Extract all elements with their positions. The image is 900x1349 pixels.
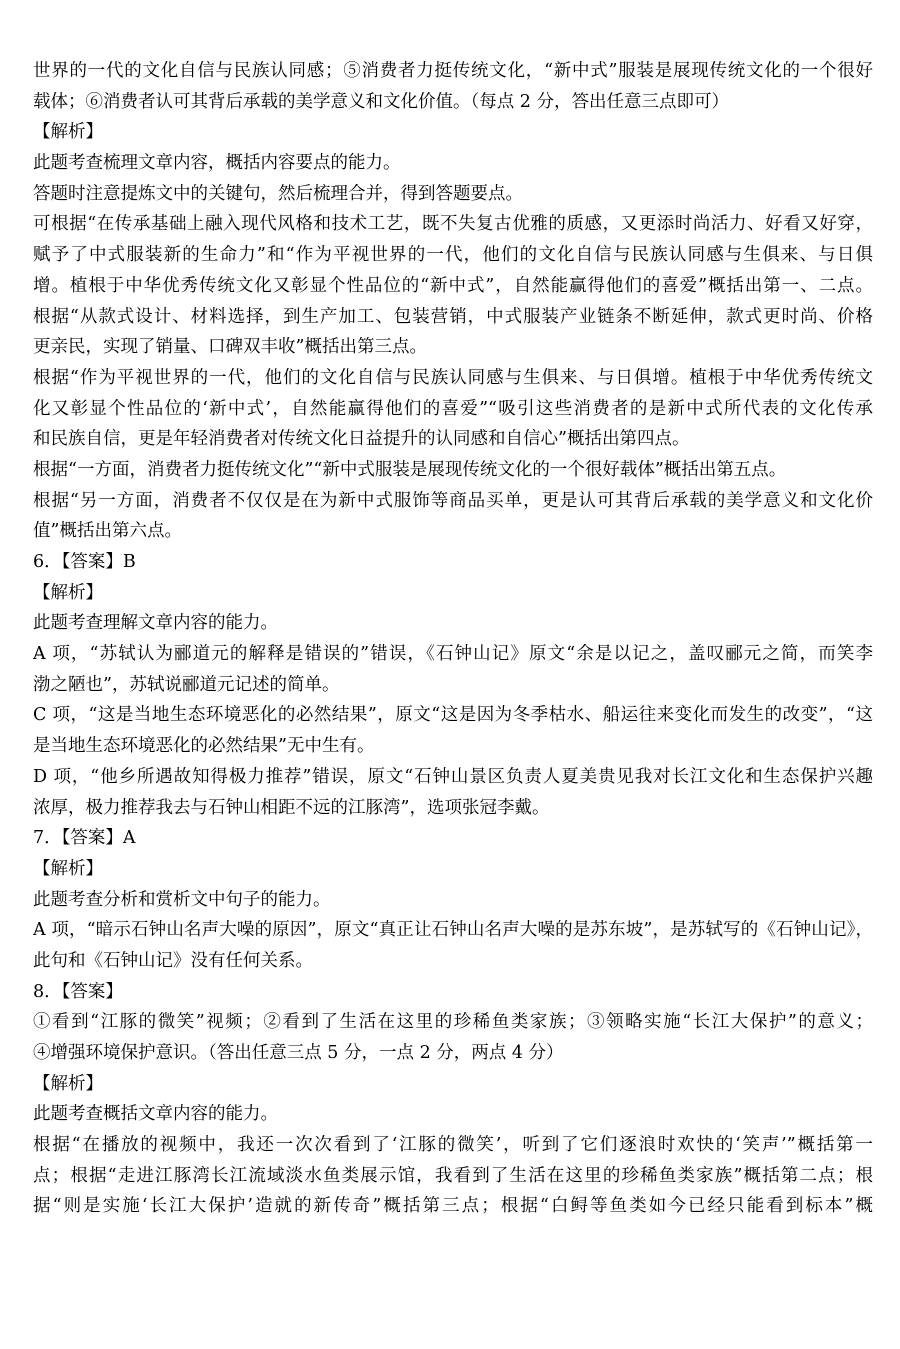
text-line: 【解析】 (33, 858, 103, 879)
text-line: 此题考查分析和赏析文中句子的能力。 (33, 889, 331, 910)
answer-explanation-page (33, 56, 873, 1222)
text-line: C 项，“这是当地生态环境恶化的必然结果”，原文“这是因为冬季枯水、船运往来变化而发生的改变”，“这 (33, 705, 873, 726)
text-line: 值”概括出第六点。 (33, 521, 182, 542)
text-line: 载体；⑥消费者认可其背后承载的美学意义和文化价值。（每点 2 分，答出任意三点即可） (33, 91, 730, 112)
text-line: ①看到“江豚的微笑”视频；②看到了生活在这里的珍稀鱼类家族；③领略实施“长江大保护”的意义； (33, 1012, 873, 1033)
text-line: 增。植根于中华优秀传统文化又彰显个性品位的“新中式”，自然能赢得他们的喜爱”概括出第一、二点。 (33, 275, 873, 296)
text-line: 和民族自信，更是年轻消费者对传统文化日益提升的认同感和自信心”概括出第四点。 (33, 429, 690, 450)
text-line: A 项，“苏轼认为郦道元的解释是错误的”错误，《石钟山记》原文“余是以记之，盖叹郦元之简，而笑李 (33, 644, 873, 665)
text-line: 此题考查梳理文章内容，概括内容要点的能力。 (33, 153, 401, 174)
text-line: 根据“在播放的视频中，我还一次次看到了‘江豚的微笑’，听到了它们逐浪时欢快的‘笑声’”概括第一 (33, 1135, 873, 1156)
text-line: 根据“作为平视世界的一代，他们的文化自信与民族认同感与生俱来、与日俱增。植根于中华优秀传统文 (33, 367, 873, 388)
text-line: D 项，“他乡所遇故知得极力推荐”错误，原文“石钟山景区负责人夏美贵见我对长江文化和生态保护兴趣 (33, 766, 873, 787)
text-line: 根据“一方面，消费者力挺传统文化”“新中式服装是展现传统文化的一个很好载体”概括出第五点。 (33, 459, 787, 480)
text-line: 渤之陋也”，苏轼说郦道元记述的简单。 (33, 674, 340, 695)
text-line: 点；根据“走进江豚湾长江流域淡水鱼类展示馆，我看到了生活在这里的珍稀鱼类家族”概括第二点；根 (33, 1165, 873, 1186)
text-line: 此题考查理解文章内容的能力。 (33, 613, 278, 634)
text-line: 浓厚，极力推荐我去与石钟山相距不远的江豚湾”，选项张冠李戴。 (33, 797, 550, 818)
text-line: 7．【答案】A (33, 828, 136, 849)
text-line: 【解析】 (33, 582, 103, 603)
text-line: 根据“另一方面，消费者不仅仅是在为新中式服饰等商品买单，更是认可其背后承载的美学意义和文化价 (33, 490, 873, 511)
text-line: 是当地生态环境恶化的必然结果”无中生有。 (33, 736, 375, 757)
text-line: 答题时注意提炼文中的关键句，然后梳理合并，得到答题要点。 (33, 183, 523, 204)
text-line: 此句和《石钟山记》没有任何关系。 (33, 950, 313, 971)
text-line: 世界的一代的文化自信与民族认同感；⑤消费者力挺传统文化，“新中式”服装是展现传统文化的一个很好 (33, 61, 873, 81)
text-line: ④增强环境保护意识。（答出任意三点 5 分，一点 2 分，两点 4 分） (33, 1043, 564, 1063)
text-line: 赋予了中式服装新的生命力”和“作为平视世界的一代，他们的文化自信与民族认同感与生俱来、与日俱 (33, 245, 873, 266)
text-line: 化又彰显个性品位的‘新中式’，自然能赢得他们的喜爱”“吸引这些消费者的是新中式所代表的文化传承 (33, 398, 873, 419)
text-line: A 项，“暗示石钟山名声大噪的原因”，原文“真正让石钟山名声大噪的是苏东坡”，是苏轼写的《石钟山记》， (33, 920, 873, 941)
text-line: 【解析】 (33, 1073, 103, 1094)
text-line: 【解析】 (33, 122, 103, 143)
text-line: 据“则是实施‘长江大保护’造就的新传奇”概括第三点；根据“白鲟等鱼类如今已经只能看到标本”概 (33, 1196, 873, 1217)
text-line: 可根据“在传承基础上融入现代风格和技术工艺，既不失复古优雅的质感，又更添时尚活力、好看又好穿， (33, 214, 873, 235)
text-line: 8．【答案】 (33, 981, 123, 1002)
text-line: 6．【答案】B (33, 552, 136, 572)
text-line: 更亲民，实现了销量、口碑双丰收”概括出第三点。 (33, 337, 427, 358)
text-line: 此题考查概括文章内容的能力。 (33, 1104, 278, 1125)
text-line: 根据“从款式设计、材料选择，到生产加工、包装营销，中式服装产业链条不断延伸，款式更时尚、价格 (33, 306, 873, 327)
